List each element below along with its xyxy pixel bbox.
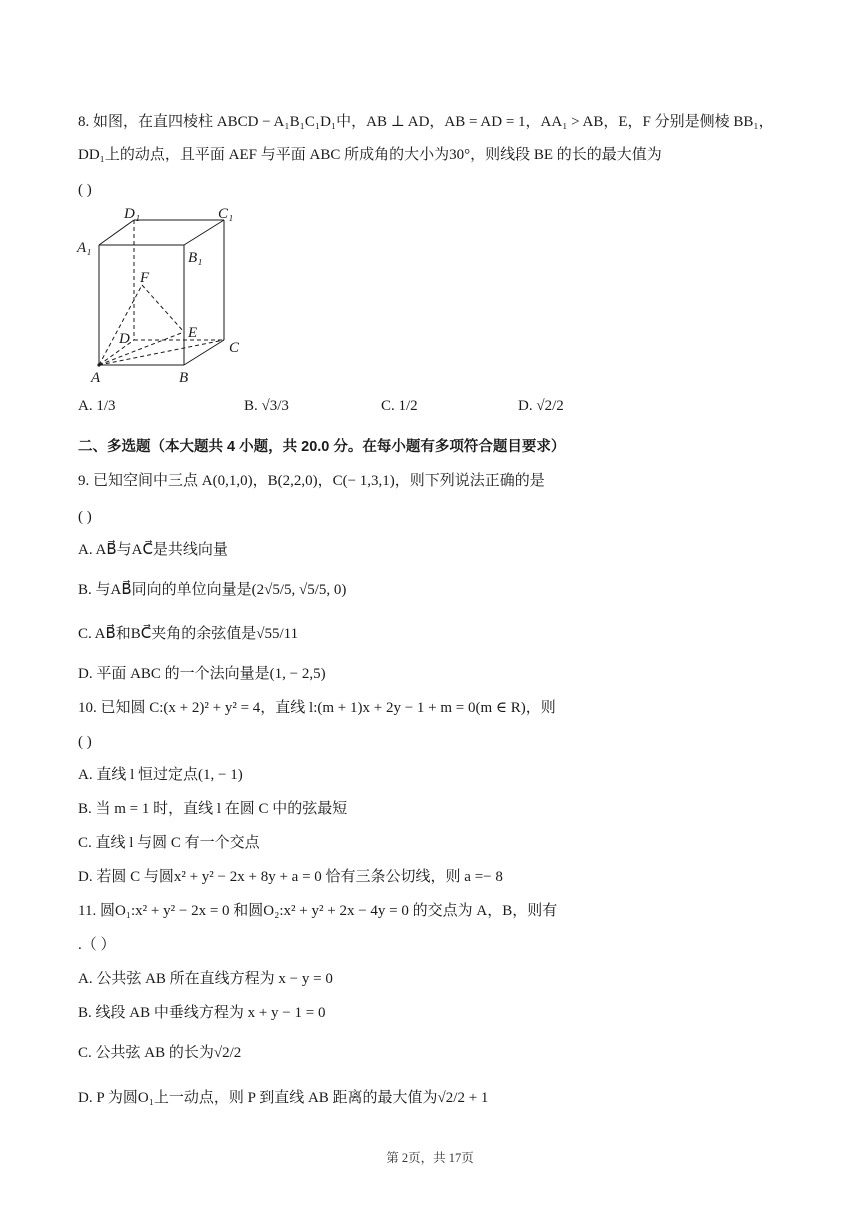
section-title-multi-choice: 二、多选题（本大题共 4 小题，共 20.0 分。在每小题有多项符合题目要求） <box>78 439 566 455</box>
q8-option-c: C. 1/2 <box>381 398 418 414</box>
q9-answer-paren: ( ) <box>78 509 92 525</box>
label-f: F <box>140 270 150 286</box>
q10-stem: 10. 已知圆 C:(x + 2)² + y² = 4，直线 l:(m + 1)x + 2y − 1 + m = 0(m ∈ R)，则 <box>78 700 556 716</box>
label-b1: B₁ <box>188 250 203 266</box>
q9-option-c: C. AB⃗和BC⃗夹角的余弦值是√55/11 <box>78 626 299 642</box>
q11-option-d: D. P 为圆O₁上一动点，则 P 到直线 AB 距离的最大值为√2/2 + 1 <box>78 1090 489 1106</box>
page-footer: 第 2页，共 17页 <box>386 1151 474 1165</box>
segment-ae <box>99 332 184 365</box>
label-d1: D₁ <box>124 206 141 222</box>
label-e: E <box>188 325 198 341</box>
label-b: B <box>179 370 189 386</box>
segment-fe <box>142 285 184 332</box>
segment-af <box>99 285 142 365</box>
q11-stem: 11. 圆O₁:x² + y² − 2x = 0 和圆O₂:x² + y² + 2x − 4y = 0 的交点为 A，B，则有 <box>78 903 558 919</box>
q10-option-d: D. 若圆 C 与圆x² + y² − 2x + 8y + a = 0 恰有三条公切线，则 a =− 8 <box>78 869 503 885</box>
q8-stem-line1: 8. 如图，在直四棱柱 ABCD − A₁B₁C₁D₁中，AB ⊥ AD，AB = AD = 1，AA₁ > AB，E，F 分别是侧棱 BB₁， <box>78 114 774 130</box>
q8-answer-paren: ( ) <box>78 182 92 198</box>
q10-option-c: C. 直线 l 与圆 C 有一个交点 <box>78 835 260 851</box>
label-a1: A₁ <box>77 240 92 256</box>
q10-option-a: A. 直线 l 恒过定点(1, − 1) <box>78 767 243 783</box>
q9-option-a: A. AB⃗与AC⃗是共线向量 <box>78 542 228 558</box>
q9-option-d: D. 平面 ABC 的一个法向量是(1, − 2,5) <box>78 666 326 682</box>
label-d: D <box>119 331 130 347</box>
q8-option-b: B. √3/3 <box>244 398 289 414</box>
q11-answer-paren: .（ ） <box>78 937 116 953</box>
q9-option-b: B. 与AB⃗同向的单位向量是(2√5/5, √5/5, 0) <box>78 582 347 598</box>
label-c: C <box>229 340 240 356</box>
q11-option-c: C. 公共弦 AB 的长为√2/2 <box>78 1045 242 1061</box>
edge-b1c1 <box>184 220 224 245</box>
edge-a1d1 <box>99 220 134 245</box>
q11-option-a: A. 公共弦 AB 所在直线方程为 x − y = 0 <box>78 971 333 987</box>
segment-ac <box>99 340 224 365</box>
q8-stem-line2: DD₁上的动点，且平面 AEF 与平面 ABC 所成角的大小为30°，则线段 BE 的长的最大值为 <box>78 147 662 163</box>
label-c1: C₁ <box>218 206 234 222</box>
label-a: A <box>91 370 101 386</box>
q10-answer-paren: ( ) <box>78 734 92 750</box>
prism-figure <box>74 200 274 390</box>
q8-option-a: A. 1/3 <box>78 398 116 414</box>
q11-option-b: B. 线段 AB 中垂线方程为 x + y − 1 = 0 <box>78 1005 326 1021</box>
q8-option-d: D. √2/2 <box>518 398 564 414</box>
point-a <box>97 363 100 366</box>
q10-option-b: B. 当 m = 1 时，直线 l 在圆 C 中的弦最短 <box>78 801 348 817</box>
q9-stem: 9. 已知空间中三点 A(0,1,0)，B(2,2,0)，C(− 1,3,1)，则下列说法正确的是 <box>78 473 545 489</box>
